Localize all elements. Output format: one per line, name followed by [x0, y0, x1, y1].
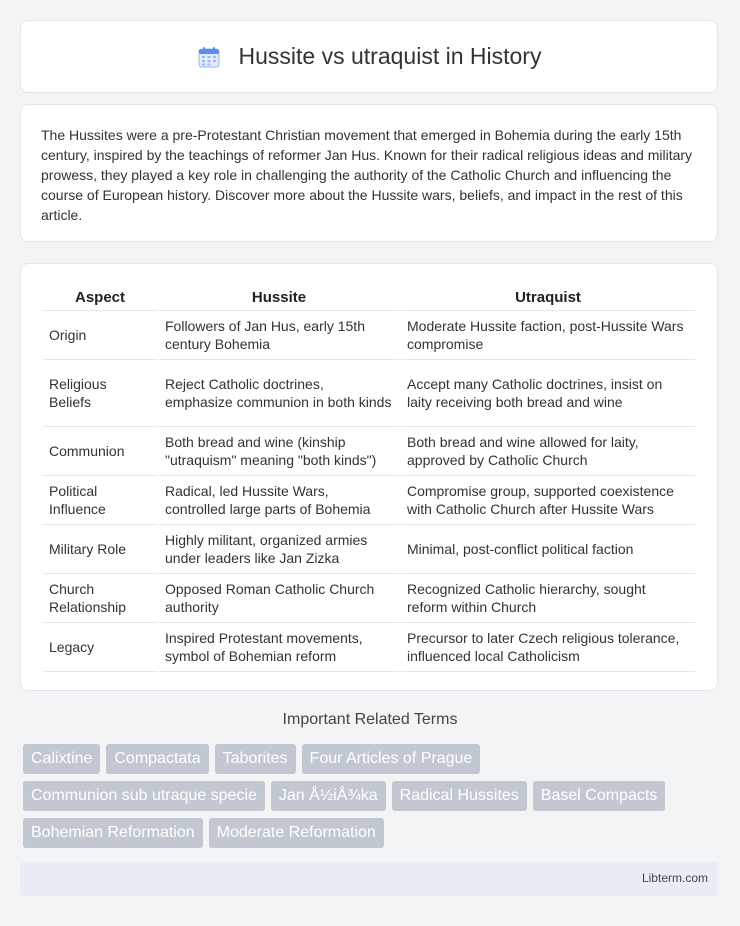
cell-utraquist: Recognized Catholic hierarchy, sought reform within Church — [401, 574, 695, 623]
cell-utraquist: Compromise group, supported coexistence with Catholic Church after Hussite Wars — [401, 476, 695, 525]
cell-hussite: Opposed Roman Catholic Church authority — [159, 574, 399, 623]
page-title: Hussite vs utraquist in History — [238, 43, 542, 69]
header-hussite: Hussite — [159, 284, 399, 311]
header-aspect: Aspect — [43, 284, 157, 311]
term-tag[interactable]: Compactata — [106, 744, 208, 774]
table-row — [43, 476, 695, 525]
cell-utraquist: Precursor to later Czech religious tolerance, influenced local Catholicism — [401, 623, 695, 672]
table-row — [43, 427, 695, 476]
cell-hussite: Followers of Jan Hus, early 15th century Bohemia — [159, 311, 399, 360]
header-card — [20, 20, 718, 93]
cell-utraquist: Minimal, post-conflict political faction — [401, 525, 695, 574]
cell-utraquist: Both bread and wine allowed for laity, approved by Catholic Church — [401, 427, 695, 476]
intro-card — [20, 104, 718, 242]
cell-aspect: Communion — [43, 427, 157, 476]
footer — [20, 862, 718, 896]
cell-hussite: Highly militant, organized armies under leaders like Jan Zizka — [159, 525, 399, 574]
term-tag[interactable]: Moderate Reformation — [209, 818, 384, 848]
term-tag[interactable]: Taborites — [215, 744, 296, 774]
related-terms-title: Important Related Terms — [282, 711, 458, 728]
comparison-table — [41, 284, 697, 672]
term-tag[interactable]: Communion sub utraque specie — [23, 781, 265, 811]
table-row — [43, 574, 695, 623]
comparison-card — [20, 263, 718, 691]
cell-hussite: Both bread and wine (kinship "utraquism" meaning "both kinds") — [159, 427, 399, 476]
header-utraquist: Utraquist — [401, 284, 695, 311]
term-tag[interactable]: Calixtine — [23, 744, 100, 774]
term-tag[interactable]: Basel Compacts — [533, 781, 666, 811]
intro-text: The Hussites were a pre-Protestant Christian movement that emerged in Bohemia during the early 15th century, inspired by the teachings of reformer Jan Hus. Known for their radical religious ideas and military prowess, they played a key role in challenging the authority of the Catholic Church and influencing the course of European history. Discover more about the Hussite wars, beliefs, and impact in the rest of this article. — [41, 127, 693, 223]
related-terms-list — [23, 744, 723, 848]
table-header-row — [43, 284, 695, 311]
cell-aspect: Church Relationship — [43, 574, 157, 623]
cell-hussite: Inspired Protestant movements, symbol of Bohemian reform — [159, 623, 399, 672]
cell-aspect: Religious Beliefs — [43, 360, 157, 427]
table-row — [43, 525, 695, 574]
term-tag[interactable]: Jan Å½iÅ¾ka — [271, 781, 386, 811]
cell-aspect: Political Influence — [43, 476, 157, 525]
cell-hussite: Reject Catholic doctrines, emphasize communion in both kinds — [159, 360, 399, 427]
cell-aspect: Military Role — [43, 525, 157, 574]
term-tag[interactable]: Four Articles of Prague — [302, 744, 481, 774]
table-row — [43, 311, 695, 360]
cell-utraquist: Moderate Hussite faction, post-Hussite Wars compromise — [401, 311, 695, 360]
cell-aspect: Origin — [43, 311, 157, 360]
calendar-icon — [197, 45, 221, 69]
table-row — [43, 623, 695, 672]
footer-site-link[interactable]: Libterm.com — [641, 871, 708, 885]
table-row — [43, 360, 695, 427]
cell-aspect: Legacy — [43, 623, 157, 672]
term-tag[interactable]: Bohemian Reformation — [23, 818, 203, 848]
cell-utraquist: Accept many Catholic doctrines, insist on laity receiving both bread and wine — [401, 360, 695, 427]
cell-hussite: Radical, led Hussite Wars, controlled large parts of Bohemia — [159, 476, 399, 525]
term-tag[interactable]: Radical Hussites — [392, 781, 527, 811]
